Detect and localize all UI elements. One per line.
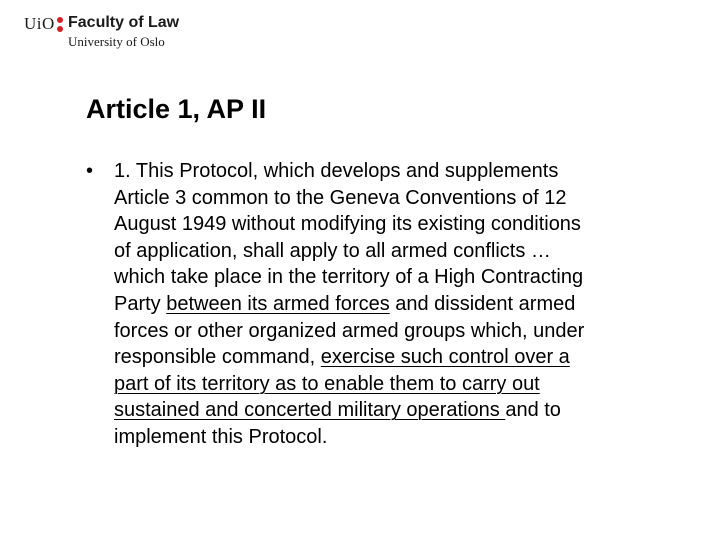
text-line bbox=[114, 344, 584, 371]
text-segment: and dissident armed bbox=[389, 292, 576, 315]
text-line bbox=[114, 318, 584, 345]
text-segment: forces or other organized armed groups which, under bbox=[114, 319, 585, 342]
text-line bbox=[114, 424, 584, 451]
slide-title: Article 1, AP II bbox=[86, 94, 267, 124]
bullet-icon: • bbox=[86, 160, 94, 182]
text-line bbox=[114, 185, 584, 212]
text-segment: implement this Protocol. bbox=[114, 425, 328, 448]
faculty-name: Faculty of Law bbox=[68, 14, 180, 31]
text-segment: Article 3 common to the Geneva Conventions of 12 bbox=[114, 186, 567, 209]
text-line bbox=[114, 238, 584, 265]
uio-colon-mark-icon bbox=[57, 17, 64, 34]
underlined-text-segment: exercise such control over a bbox=[320, 346, 570, 369]
underlined-text-segment: part of its territory as to enable them to carry out bbox=[114, 372, 540, 395]
text-segment: of application, shall apply to all armed conflicts … bbox=[114, 239, 551, 262]
text-line bbox=[114, 291, 584, 318]
text-line bbox=[114, 397, 584, 424]
bullet-text bbox=[114, 158, 584, 451]
university-logo bbox=[24, 14, 244, 54]
text-segment: and to bbox=[505, 399, 561, 422]
text-line bbox=[114, 371, 584, 398]
text-segment: 1. This Protocol, which develops and supplements bbox=[114, 160, 559, 182]
text-segment: which take place in the territory of a High Contracting bbox=[114, 266, 584, 289]
uio-wordmark: UiO bbox=[24, 14, 55, 33]
text-segment: Party bbox=[114, 292, 167, 315]
underlined-text-segment: sustained and concerted military operations bbox=[114, 399, 506, 422]
university-name: University of Oslo bbox=[68, 34, 165, 49]
text-line bbox=[114, 158, 584, 185]
text-segment: August 1949 without modifying its existing conditions bbox=[114, 213, 581, 236]
text-line bbox=[114, 211, 584, 238]
text-line bbox=[114, 264, 584, 291]
text-segment: responsible command, bbox=[114, 346, 321, 369]
underlined-text-segment: between its armed forces bbox=[166, 292, 390, 315]
